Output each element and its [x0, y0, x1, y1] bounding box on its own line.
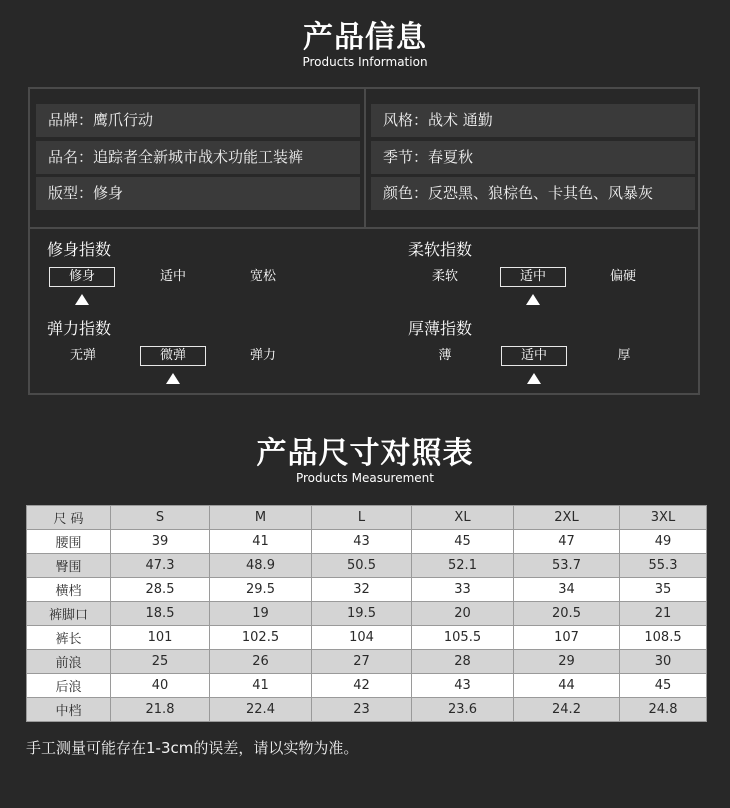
- thickness-option-thin: 薄: [438, 348, 452, 363]
- table-row: [27, 554, 707, 578]
- table-cell: 18.5: [111, 602, 210, 626]
- fit-option-regular: 适中: [159, 269, 186, 284]
- header-s: S: [111, 506, 210, 530]
- row-label: 裤长: [27, 626, 111, 650]
- table-row: [27, 578, 707, 602]
- product-info-box: [28, 87, 700, 395]
- table-cell: 25: [111, 650, 210, 674]
- header-xl: XL: [412, 506, 514, 530]
- row-label: 中档: [27, 698, 111, 722]
- table-cell: 23.6: [412, 698, 514, 722]
- table-cell: 19.5: [312, 602, 412, 626]
- table-cell: 39: [111, 530, 210, 554]
- softness-indicator-icon: [526, 294, 540, 305]
- table-cell: 45: [412, 530, 514, 554]
- softness-index-title: 柔软指数: [408, 240, 473, 259]
- fit-option-slim: 修身: [49, 267, 115, 287]
- elasticity-indicator-icon: [166, 373, 180, 384]
- table-cell: 35: [620, 578, 707, 602]
- table-cell: 21: [620, 602, 707, 626]
- table-cell: 28: [412, 650, 514, 674]
- table-cell: 41: [210, 674, 312, 698]
- table-cell: 21.8: [111, 698, 210, 722]
- header-l: L: [312, 506, 412, 530]
- header-2xl: 2XL: [514, 506, 620, 530]
- table-cell: 107: [514, 626, 620, 650]
- thickness-indicator-icon: [527, 373, 541, 384]
- table-cell: 52.1: [412, 554, 514, 578]
- table-cell: 20: [412, 602, 514, 626]
- fit-option-loose: 宽松: [249, 269, 276, 284]
- elasticity-option-stretch: 弹力: [249, 348, 276, 363]
- table-cell: 47.3: [111, 554, 210, 578]
- softness-option-medium: 适中: [500, 267, 566, 287]
- info-column-divider: [364, 89, 366, 227]
- table-cell: 40: [111, 674, 210, 698]
- table-cell: 102.5: [210, 626, 312, 650]
- row-label: 后浪: [27, 674, 111, 698]
- elasticity-option-slight: 微弹: [140, 346, 206, 366]
- table-cell: 34: [514, 578, 620, 602]
- measurement-subtitle: Products Measurement: [295, 471, 434, 485]
- table-cell: 23: [312, 698, 412, 722]
- table-cell: 43: [312, 530, 412, 554]
- info-product-name: 品名：追踪者全新城市战术功能工装裤: [36, 141, 360, 174]
- table-cell: 24.8: [620, 698, 707, 722]
- info-colors: 颜色：反恐黑、狼棕色、卡其色、风暴灰: [371, 177, 695, 210]
- table-row: [27, 674, 707, 698]
- table-cell: 47: [514, 530, 620, 554]
- row-label: 前浪: [27, 650, 111, 674]
- table-cell: 44: [514, 674, 620, 698]
- fit-indicator-icon: [75, 294, 89, 305]
- header-3xl: 3XL: [620, 506, 707, 530]
- info-fit: 版型：修身: [36, 177, 360, 210]
- product-info-subtitle: Products Information: [302, 55, 428, 69]
- size-table: [26, 505, 707, 722]
- table-cell: 24.2: [514, 698, 620, 722]
- table-cell: 50.5: [312, 554, 412, 578]
- table-cell: 27: [312, 650, 412, 674]
- header-size-label: 尺 码: [27, 506, 111, 530]
- table-row: [27, 650, 707, 674]
- measurement-title: 产品尺寸对照表: [256, 436, 474, 471]
- table-row: [27, 602, 707, 626]
- table-cell: 48.9: [210, 554, 312, 578]
- info-season: 季节：春夏秋: [371, 141, 695, 174]
- table-cell: 55.3: [620, 554, 707, 578]
- table-row: [27, 626, 707, 650]
- table-row: [27, 698, 707, 722]
- table-cell: 41: [210, 530, 312, 554]
- table-cell: 30: [620, 650, 707, 674]
- measurement-note: 手工测量可能存在1-3cm的误差，请以实物为准。: [26, 739, 359, 757]
- softness-option-stiff: 偏硬: [609, 269, 636, 284]
- thickness-option-medium: 适中: [501, 346, 567, 366]
- table-cell: 29.5: [210, 578, 312, 602]
- table-cell: 53.7: [514, 554, 620, 578]
- row-label: 横档: [27, 578, 111, 602]
- table-row: [27, 530, 707, 554]
- table-cell: 26: [210, 650, 312, 674]
- product-info-title: 产品信息: [303, 20, 427, 55]
- softness-option-soft: 柔软: [431, 269, 458, 284]
- elasticity-index-title: 弹力指数: [47, 319, 112, 338]
- table-cell: 49: [620, 530, 707, 554]
- info-brand: 品牌：鹰爪行动: [36, 104, 360, 137]
- info-style: 风格：战术 通勤: [371, 104, 695, 137]
- table-cell: 108.5: [620, 626, 707, 650]
- table-cell: 42: [312, 674, 412, 698]
- table-cell: 45: [620, 674, 707, 698]
- row-label: 裤脚口: [27, 602, 111, 626]
- row-label: 腰围: [27, 530, 111, 554]
- table-cell: 32: [312, 578, 412, 602]
- table-cell: 104: [312, 626, 412, 650]
- table-cell: 43: [412, 674, 514, 698]
- table-cell: 101: [111, 626, 210, 650]
- thickness-index-title: 厚薄指数: [408, 319, 473, 338]
- table-cell: 22.4: [210, 698, 312, 722]
- table-cell: 33: [412, 578, 514, 602]
- elasticity-option-none: 无弹: [69, 348, 96, 363]
- table-cell: 20.5: [514, 602, 620, 626]
- fit-index-title: 修身指数: [47, 240, 112, 259]
- table-header-row: [27, 506, 707, 530]
- table-cell: 28.5: [111, 578, 210, 602]
- thickness-option-thick: 厚: [617, 348, 631, 363]
- header-m: M: [210, 506, 312, 530]
- table-cell: 105.5: [412, 626, 514, 650]
- row-label: 臀围: [27, 554, 111, 578]
- info-divider: [30, 227, 698, 229]
- table-cell: 19: [210, 602, 312, 626]
- table-cell: 29: [514, 650, 620, 674]
